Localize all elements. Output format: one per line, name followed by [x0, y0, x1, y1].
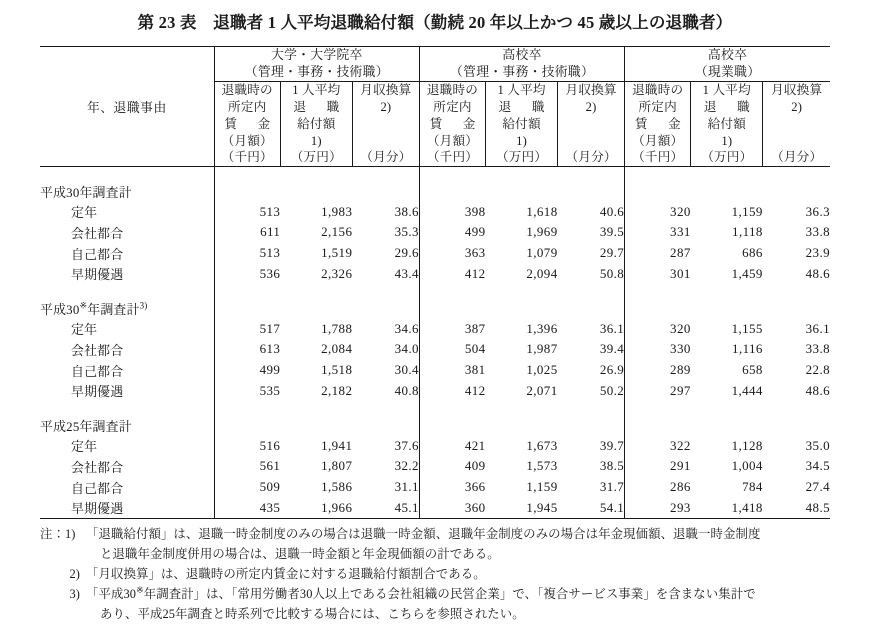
table-cell-value: 1,159 — [526, 479, 558, 495]
table-row — [40, 222, 830, 243]
spacer-cell — [419, 284, 485, 298]
subheader-line2: 所定内 — [433, 100, 472, 115]
note-text — [86, 584, 830, 624]
table-cell-value: 1,966 — [280, 497, 352, 518]
spacer-cell — [625, 284, 691, 298]
table-cell-value: 611 — [214, 222, 280, 243]
spacer-stub — [40, 167, 214, 182]
table-cell-value: 1,519 — [321, 245, 353, 261]
note-number: 3) — [69, 587, 80, 602]
group-header-highschool-manual — [625, 46, 830, 82]
subheader-benefit-g2 — [486, 82, 558, 167]
table-cell-value — [763, 298, 830, 319]
subheader-benefit-g1 — [280, 82, 352, 167]
subheader-line1: 月収換算 — [565, 83, 617, 98]
table-cell-value: 48.6 — [805, 265, 830, 281]
table-cell-value: 54.1 — [558, 497, 625, 518]
statistics-table-container — [40, 33, 830, 519]
spacer-cell — [419, 401, 485, 415]
group-label-line2: （管理・事務・技術職） — [450, 65, 595, 80]
table-row — [40, 360, 830, 381]
subheader-line1: 1 人平均 — [292, 83, 341, 98]
spacer-cell — [625, 401, 691, 415]
table-cell-value: 412 — [419, 263, 485, 284]
spacer-cell — [352, 284, 419, 298]
spacer-cell — [763, 284, 830, 298]
spacer-cell — [625, 167, 691, 182]
table-cell-value — [558, 181, 625, 202]
subheader-unit: （月分） — [771, 150, 823, 165]
group-label-line2: （管理・事務・技術職） — [244, 65, 389, 80]
table-cell-value: 45.1 — [352, 497, 419, 518]
table-cell-value: 1,673 — [526, 437, 558, 453]
table-cell-value — [486, 298, 558, 319]
note-item — [40, 524, 830, 564]
table-cell-value: 36.3 — [805, 203, 830, 219]
section-heading-row — [40, 181, 830, 202]
table-cell-value: 366 — [419, 477, 485, 498]
table-cell-value: 1,518 — [321, 362, 353, 378]
section-heading-label: 平成30年調査計 — [40, 185, 132, 200]
row-label: 早期優遇 — [71, 385, 124, 400]
table-cell-value: 1,116 — [732, 341, 763, 357]
spacer-cell — [558, 167, 625, 182]
table-cell-value: 513 — [214, 243, 280, 264]
subheader-footnote-ref: 1) — [516, 133, 527, 148]
group-header-university — [214, 46, 419, 82]
table-cell-value — [558, 415, 625, 436]
table-cell-value: 1,004 — [731, 458, 763, 474]
table-cell-value — [625, 298, 691, 319]
table-cell-value: 686 — [742, 245, 763, 261]
row-label: 早期優遇 — [71, 268, 124, 283]
subheader-line4: （月額） — [221, 133, 273, 148]
table-cell-value: 1,573 — [526, 458, 558, 474]
subheader-months-g3 — [763, 82, 830, 167]
table-cell-value: 30.4 — [394, 362, 419, 378]
table-cell-value: 50.2 — [599, 382, 625, 398]
table-cell-value: 1,025 — [526, 362, 558, 378]
table-cell-value: 322 — [625, 436, 691, 457]
subheader-wage-g3 — [625, 82, 691, 167]
table-row — [40, 319, 830, 340]
table-cell-value: 293 — [625, 497, 691, 518]
note-text — [86, 564, 830, 584]
subheader-unit: （月分） — [565, 150, 617, 165]
row-label: 定年 — [71, 206, 98, 221]
table-cell-value: 23.9 — [805, 245, 830, 261]
table-cell-value — [352, 415, 419, 436]
group-label-line2: （現業職） — [694, 65, 761, 80]
subheader-line1: 月収換算 — [360, 83, 412, 98]
table-cell-value: 1,987 — [526, 341, 558, 357]
table-cell-value: 1,459 — [731, 265, 763, 281]
spacer-cell — [352, 401, 419, 415]
table-cell-value: 320 — [625, 202, 691, 223]
spacer-stub — [40, 284, 214, 298]
table-cell-value: 31.7 — [599, 479, 625, 495]
table-cell-value: 499 — [419, 222, 485, 243]
table-cell-value: 291 — [625, 456, 691, 477]
table-cell-value: 412 — [419, 380, 485, 401]
subheader-line4: （月額） — [426, 133, 479, 148]
table-cell-value: 301 — [625, 263, 691, 284]
table-cell-value: 784 — [742, 479, 763, 495]
table-cell-value: 50.8 — [599, 265, 625, 281]
table-cell-value: 613 — [214, 339, 280, 360]
subheader-unit: （万円） — [290, 150, 342, 165]
note-item — [40, 584, 830, 624]
row-label: 定年 — [71, 323, 98, 338]
table-cell-value: 29.7 — [599, 245, 625, 261]
group-header-row — [40, 46, 830, 82]
table-cell-value: 409 — [419, 456, 485, 477]
spacer-cell — [763, 401, 830, 415]
subheader-line1: 退職時の — [426, 83, 479, 98]
table-cell-value: 499 — [214, 360, 280, 381]
table-row — [40, 202, 830, 223]
table-cell-value — [214, 181, 280, 202]
spacer-cell — [214, 401, 280, 415]
subheader-line2: 退 職 — [498, 100, 549, 115]
spacer-cell — [280, 167, 352, 182]
subheader-line3: 給付額 — [502, 116, 541, 131]
table-cell-value — [280, 415, 352, 436]
table-cell-value — [691, 298, 763, 319]
group-label-line1: 大学・大学院卒 — [270, 47, 363, 62]
spacer-cell — [486, 284, 558, 298]
table-cell-value: 535 — [214, 380, 280, 401]
subheader-line2: 所定内 — [638, 100, 677, 115]
subheader-line3: 賃 金 — [224, 116, 275, 131]
subheader-line1: 退職時の — [632, 83, 684, 98]
table-cell-value: 517 — [214, 319, 280, 340]
table-cell-value: 435 — [214, 497, 280, 518]
row-label: 自己都合 — [71, 247, 124, 262]
table-cell-value: 31.1 — [394, 479, 419, 495]
table-cell-value: 2,182 — [321, 382, 353, 398]
table-cell-value: 39.7 — [599, 437, 625, 453]
table-cell-value: 1,983 — [321, 203, 353, 219]
table-cell-value: 2,071 — [526, 382, 558, 398]
table-row — [40, 339, 830, 360]
table-cell-value: 1,155 — [731, 320, 763, 336]
table-cell-value: 39.5 — [599, 224, 625, 240]
table-cell-value: 297 — [625, 380, 691, 401]
spacer-cell — [558, 401, 625, 415]
table-cell-value: 286 — [625, 477, 691, 498]
subheader-line3: 給付額 — [297, 116, 336, 131]
table-cell-value: 1,618 — [526, 203, 558, 219]
spacer-cell — [486, 167, 558, 182]
table-row — [40, 243, 830, 264]
spacer-cell — [486, 401, 558, 415]
table-cell-value: 2,084 — [321, 341, 353, 357]
table-row — [40, 436, 830, 457]
row-label: 定年 — [71, 440, 98, 455]
table-row — [40, 497, 830, 518]
note-number: 2) — [69, 567, 80, 582]
table-cell-value: 289 — [625, 360, 691, 381]
section-heading-label: 平成25年調査計 — [40, 419, 132, 434]
section-spacer — [40, 167, 830, 182]
table-cell-value: 1,586 — [321, 479, 353, 495]
subheader-line1: 月収換算 — [771, 83, 823, 98]
table-cell-value — [486, 181, 558, 202]
table-cell-value — [280, 181, 352, 202]
table-cell-value: 26.9 — [599, 362, 625, 378]
subheader-unit: （万円） — [495, 150, 548, 165]
subheader-unit: （千円） — [221, 150, 273, 165]
table-cell-value: 48.6 — [805, 382, 830, 398]
subheader-line3: 給付額 — [707, 116, 746, 131]
subheader-line2: 退 職 — [703, 100, 754, 115]
table-cell-value — [419, 415, 485, 436]
table-cell-value: 561 — [214, 456, 280, 477]
table-cell-value — [625, 415, 691, 436]
table-cell-value: 40.6 — [599, 203, 625, 219]
table-cell-value: 40.8 — [394, 382, 419, 398]
table-cell-value: 29.6 — [394, 245, 419, 261]
heading-footnote-ref: 3) — [139, 300, 148, 311]
table-cell-value: 33.8 — [805, 224, 830, 240]
section-spacer — [40, 401, 830, 415]
spacer-cell — [691, 167, 763, 182]
row-label: 会社都合 — [71, 460, 124, 475]
spacer-cell — [214, 284, 280, 298]
table-cell-value — [214, 415, 280, 436]
table-cell-value: 516 — [214, 436, 280, 457]
section-heading-label: 平成30※年調査計$^{3)}$ — [40, 300, 148, 317]
table-cell-value: 1,941 — [321, 437, 353, 453]
spacer-cell — [419, 167, 485, 182]
table-cell-value: 43.4 — [394, 265, 419, 281]
table-cell-value: 2,156 — [321, 224, 353, 240]
spacer-cell — [558, 284, 625, 298]
notes-label: 注：1) — [40, 526, 76, 541]
subheader-unit: （万円） — [701, 150, 753, 165]
table-cell-value: 1,396 — [526, 320, 558, 336]
spacer-cell — [763, 167, 830, 182]
table-cell-value: 536 — [214, 263, 280, 284]
subheader-footnote-ref: 1) — [721, 133, 733, 148]
table-cell-value — [280, 298, 352, 319]
table-cell-value: 27.4 — [805, 479, 830, 495]
table-cell-value: 2,326 — [321, 265, 353, 281]
table-cell-value: 2,094 — [526, 265, 558, 281]
table-row — [40, 380, 830, 401]
row-label: 早期優遇 — [40, 497, 214, 518]
subheader-line3: 賃 金 — [429, 116, 480, 131]
page-title: 第 23 表 退職者 1 人平均退職給付額（勤続 20 年以上かつ 45 歳以上の退職者） — [137, 13, 733, 32]
subheader-footnote-ref: 2) — [585, 100, 597, 115]
table-cell-value — [558, 298, 625, 319]
note-line: 「退職給付額」は、退職一時金制度のみの場合は退職一時金額、退職年金制度のみの場合は年金現価額、退職一時金制度 — [86, 526, 761, 541]
group-header-highschool-admin — [419, 46, 624, 82]
table-cell-value — [352, 298, 419, 319]
table-cell-value: 421 — [419, 436, 485, 457]
subheader-line4: （月額） — [632, 133, 684, 148]
subheader-months-g1 — [352, 82, 419, 167]
note-line-continued: と退職年金制度併用の場合は、退職一時金額と年金現価額の計である。 — [100, 547, 500, 561]
spacer-cell — [280, 401, 352, 415]
subheader-line3: 賃 金 — [634, 116, 685, 131]
subheader-line1: 退職時の — [221, 83, 273, 98]
row-label: 自己都合 — [71, 364, 124, 379]
group-label-line1: 高校卒 — [502, 47, 542, 62]
table-cell-value: 398 — [419, 202, 485, 223]
row-label: 会社都合 — [71, 226, 124, 241]
table-cell-value — [214, 298, 280, 319]
subheader-unit: （千円） — [632, 150, 684, 165]
table-cell-value: 1,418 — [691, 497, 763, 518]
table-cell-value: 513 — [214, 202, 280, 223]
subheader-footnote-ref: 2) — [380, 100, 392, 115]
table-cell-value: 1,945 — [486, 497, 558, 518]
note-text — [86, 524, 830, 564]
section-heading-row — [40, 415, 830, 436]
table-cell-value: 1,807 — [321, 458, 353, 474]
subheader-wage-g1 — [214, 82, 280, 167]
subheader-benefit-g3 — [691, 82, 763, 167]
table-cell-value — [763, 415, 830, 436]
section-spacer — [40, 284, 830, 298]
table-row — [40, 263, 830, 284]
spacer-cell — [352, 167, 419, 182]
group-label-line1: 高校卒 — [707, 47, 748, 62]
subheader-line2: 所定内 — [228, 100, 267, 115]
table-cell-value: 35.3 — [394, 224, 419, 240]
table-cell-value: 1,118 — [732, 224, 763, 240]
spacer-cell — [280, 284, 352, 298]
subheader-line1: 1 人平均 — [497, 83, 546, 98]
subheader-line2: 退 職 — [293, 100, 344, 115]
row-label: 会社都合 — [71, 343, 124, 358]
retirement-benefit-table — [40, 46, 830, 519]
table-cell-value: 34.6 — [394, 320, 419, 336]
table-cell-value: 1,128 — [731, 437, 763, 453]
stub-header-cell: 年、退職事由 — [40, 46, 214, 166]
table-cell-value — [691, 181, 763, 202]
subheader-months-g2 — [558, 82, 625, 167]
table-cell-value: 504 — [419, 339, 485, 360]
table-row — [40, 477, 830, 498]
table-cell-value: 331 — [625, 222, 691, 243]
table-cell-value: 39.4 — [599, 341, 625, 357]
table-cell-value: 38.5 — [599, 458, 625, 474]
table-cell-value — [625, 181, 691, 202]
table-cell-value: 36.1 — [805, 320, 830, 336]
table-cell-value — [419, 181, 485, 202]
table-cell-value: 36.1 — [599, 320, 625, 336]
table-cell-value — [763, 181, 830, 202]
spacer-cell — [691, 284, 763, 298]
subheader-unit: （千円） — [426, 150, 479, 165]
table-cell-value — [486, 415, 558, 436]
note-line: 「平成30※年調査計」は、「常用労働者30人以上である会社組織の民営企業」で、「複合サービス事業」を含まない集計で — [86, 585, 756, 602]
subheader-unit: （月分） — [360, 150, 412, 165]
table-cell-value: 658 — [742, 362, 763, 378]
spacer-stub — [40, 401, 214, 415]
heading-asterisk-mark: ※ — [79, 300, 88, 311]
table-row — [40, 456, 830, 477]
table-cell-value: 387 — [419, 319, 485, 340]
table-cell-value: 34.5 — [805, 458, 830, 474]
table-body — [40, 167, 830, 519]
table-cell-value: 32.2 — [394, 458, 419, 474]
table-cell-value — [691, 415, 763, 436]
table-cell-value: 1,788 — [321, 320, 353, 336]
table-cell-value: 38.6 — [394, 203, 419, 219]
note-item — [40, 564, 830, 584]
spacer-cell — [214, 167, 280, 182]
note-asterisk-mark: ※ — [136, 585, 144, 596]
table-cell-value: 320 — [625, 319, 691, 340]
subheader-footnote-ref: 1) — [310, 133, 322, 148]
table-cell-value — [352, 181, 419, 202]
table-cell-value: 35.0 — [805, 437, 830, 453]
subheader-wage-g2 — [419, 82, 485, 167]
table-cell-value: 22.8 — [805, 362, 830, 378]
table-cell-value: 363 — [419, 243, 485, 264]
table-cell-value: 1,159 — [731, 203, 763, 219]
table-cell-value: 381 — [419, 360, 485, 381]
table-cell-value: 33.8 — [805, 341, 830, 357]
table-header — [40, 46, 830, 166]
table-cell-value: 360 — [419, 497, 485, 518]
table-cell-value: 48.5 — [763, 497, 830, 518]
table-cell-value: 1,079 — [526, 245, 558, 261]
note-line-continued: あり、平成25年調査と時系列で比較する場合には、こちらを参照されたい。 — [100, 607, 525, 622]
table-cell-value: 287 — [625, 243, 691, 264]
row-label: 自己都合 — [71, 481, 124, 496]
table-cell-value: 509 — [214, 477, 280, 498]
table-cell-value: 37.6 — [394, 437, 419, 453]
table-cell-value: 330 — [625, 339, 691, 360]
table-cell-value: 34.0 — [394, 341, 419, 357]
table-cell-value: 1,969 — [526, 224, 558, 240]
table-notes — [40, 519, 830, 624]
table-cell-value: 1,444 — [731, 382, 763, 398]
note-line: 「月収換算」は、退職時の所定内賃金に対する退職給付額割合である。 — [86, 567, 486, 582]
table-cell-value — [419, 298, 485, 319]
subheader-footnote-ref: 2) — [791, 100, 803, 115]
subheader-line1: 1 人平均 — [702, 83, 751, 98]
spacer-cell — [691, 401, 763, 415]
section-heading-row — [40, 298, 830, 319]
